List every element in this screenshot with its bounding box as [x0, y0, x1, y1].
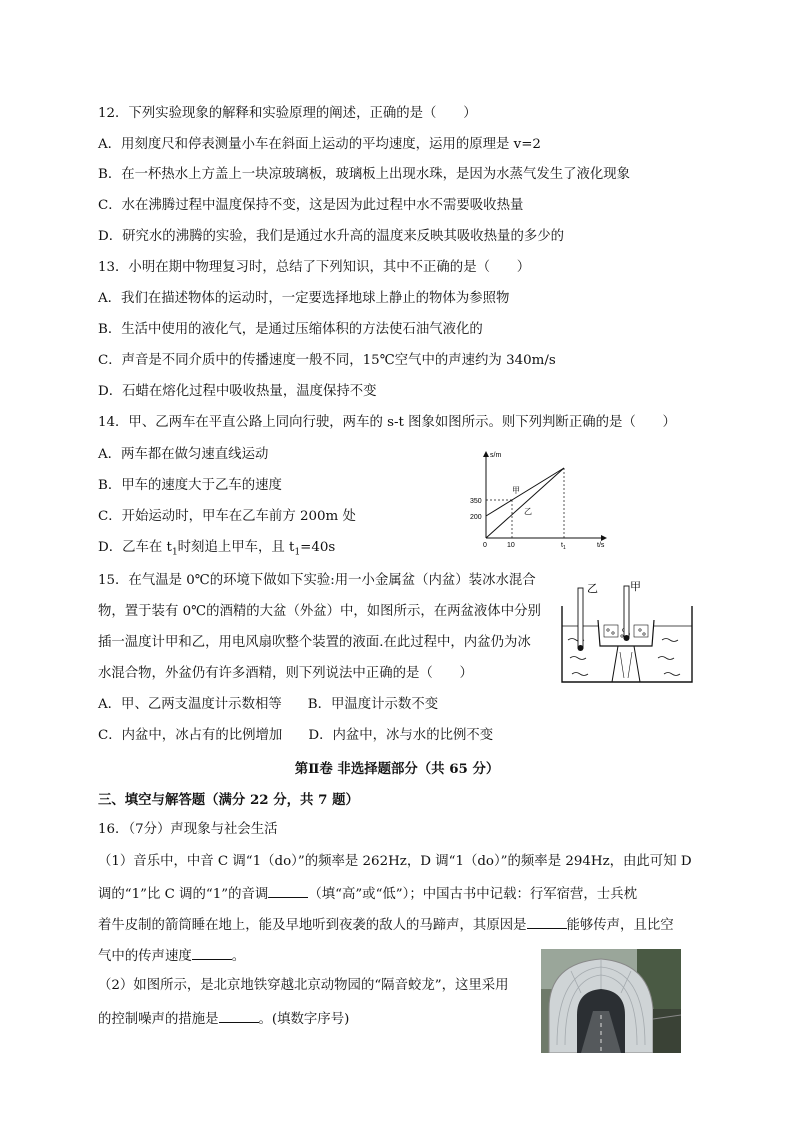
- q15-line-3: 插一温度计甲和乙，用电风扇吹整个装置的液面.在此过程中，内盆仍为冰: [98, 635, 531, 650]
- origin-label: 0: [483, 542, 487, 549]
- q16-stem: 16．（7分）声现象与社会生活: [98, 822, 278, 837]
- fig-label-yi: 乙: [587, 583, 598, 595]
- q16-part2-line1: （2）如图所示，是北京地铁穿越北京动物园的“隔音蛟龙”，这里采用: [98, 978, 509, 993]
- q12-option-a: A．用刻度尺和停表测量小车在斜面上运动的平均速度，运用的原理是 v=2: [98, 137, 541, 152]
- q16-part1-line3: [98, 914, 674, 936]
- q13-stem: 13．小明在期中物理复习时，总结了下列知识，其中不正确的是（ ）: [98, 260, 531, 275]
- answer-blank-pitch[interactable]: [268, 883, 308, 898]
- q14-st-graph: [470, 446, 620, 558]
- series-yi-line: [486, 468, 564, 538]
- q16-part1-line2-a: 调的“1”比 C 调的“1”的音调: [98, 887, 269, 902]
- q15-line-1: 15．在气温是 0℃的环境下做如下实验:用一小金属盆（内盆）装冰水混合: [98, 573, 536, 588]
- q14-option-c: C．开始运动时，甲车在乙车前方 200m 处: [98, 509, 356, 524]
- soundproof-tunnel-photo: [541, 949, 681, 1053]
- section-3-title: 三、填空与解答题（满分 22 分，共 7 题）: [98, 792, 359, 808]
- q13-option-c: C．声音是不同介质中的传播速度一般不同，15℃空气中的声速约为 340m/s: [98, 353, 556, 368]
- q15-options-ab: [98, 695, 438, 715]
- q14-option-b: B．甲车的速度大于乙车的速度: [98, 478, 282, 493]
- q14-option-d-pre: D．乙车在 t: [98, 540, 172, 555]
- y-axis-label: s/m: [490, 452, 502, 459]
- q15-option-a: A．甲、乙两支温度计示数相等: [98, 697, 282, 712]
- q15-option-c: C．内盆中，冰占有的比例增加: [98, 728, 283, 743]
- q14-option-a: A．两车都在做匀速直线运动: [98, 447, 269, 462]
- section-2-title: 第Ⅱ卷 非选择题部分（共 65 分）: [294, 761, 500, 777]
- q16-part1-line1: （1）音乐中，中音 C 调“1（do）”的频率是 262Hz，D 调“1（do）”的频率是 294Hz，由此可知 D: [98, 854, 692, 869]
- q14-option-d-sub: 1: [171, 547, 178, 558]
- y-tick-200: 200: [470, 514, 482, 521]
- y-tick-350: 350: [470, 498, 482, 505]
- x-axis-label: t/s: [597, 542, 605, 549]
- q15-options-cd: [98, 726, 493, 746]
- q16-part1-line4-b: 。: [231, 949, 246, 964]
- q16-part1-line4-a: 气中的传声速度: [98, 949, 192, 964]
- answer-blank-speed[interactable]: [192, 945, 232, 960]
- thermometer-yi: [578, 588, 583, 648]
- q12-option-c: C．水在沸腾过程中温度保持不变，这是因为此过程中水不需要吸收热量: [98, 198, 524, 213]
- q16-part1-line4: [98, 945, 245, 967]
- q15-option-d: D．内盆中，冰与水的比例不变: [308, 728, 494, 743]
- q13-option-a: A．我们在描述物体的运动时，一定要选择地球上静止的物体为参照物: [98, 291, 510, 306]
- q12-option-b: B．在一杯热水上方盖上一块凉玻璃板，玻璃板上出现水珠，是因为水蒸气发生了液化现象: [98, 167, 631, 182]
- q15-option-b: B．甲温度计示数不变: [307, 697, 439, 712]
- q16-part1-line3-a: 着牛皮制的箭筒睡在地上，能及早地听到夜袭的敌人的马蹄声，其原因是: [98, 918, 527, 933]
- q16-part1-line2: [98, 883, 637, 905]
- x-tick-t1: $t_1$: [561, 542, 566, 551]
- q15-apparatus-figure: [558, 578, 698, 688]
- q13-option-d: D．石蜡在熔化过程中吸收热量，温度保持不变: [98, 384, 377, 399]
- q14-option-d-mid: 时刻追上甲车，且 t: [177, 540, 295, 555]
- q12-stem: 12．下列实验现象的解释和实验原理的阐述，正确的是（ ）: [98, 106, 477, 121]
- q16-part1-line2-b: （填“高”或“低”）；中国古书中记载：行军宿营，士兵枕: [308, 887, 637, 902]
- answer-blank-noise-measure[interactable]: [219, 1008, 259, 1023]
- x-tick-10: 10: [507, 542, 515, 549]
- q16-part2-line2-a: 的控制噪声的措施是: [98, 1012, 219, 1027]
- label-jia: 甲: [512, 486, 520, 495]
- label-yi: 乙: [524, 507, 532, 516]
- q14-stem: 14．甲、乙两车在平直公路上同向行驶，两车的 s-t 图象如图所示。则下列判断正确的是（ ）: [98, 415, 676, 430]
- q15-line-2: 物，置于装有 0℃的酒精的大盆（外盆）中，如图所示，在两盆液体中分别: [98, 604, 541, 619]
- fig-label-jia: 甲: [630, 581, 641, 593]
- q16-part2-line2-b: 。(填数字序号): [258, 1012, 350, 1027]
- q15-line-4: 水混合物，外盆仍有许多酒精，则下列说法中正确的是（ ）: [98, 666, 473, 681]
- q13-option-b: B．生活中使用的液化气，是通过压缩体积的方法使石油气液化的: [98, 322, 483, 337]
- q14-option-d-sub2: 1: [294, 547, 301, 558]
- answer-blank-medium[interactable]: [527, 914, 567, 929]
- q16-part2-line2: [98, 1008, 349, 1030]
- q14-option-d: [98, 538, 335, 563]
- thermometer-jia: [624, 586, 629, 638]
- q12-option-d: D．研究水的沸腾的实验，我们是通过水升高的温度来反映其吸收热量的多少的: [98, 229, 565, 244]
- q14-option-d-post: =40s: [300, 540, 336, 555]
- q16-part1-line3-b: 能够传声，且比空: [566, 918, 674, 933]
